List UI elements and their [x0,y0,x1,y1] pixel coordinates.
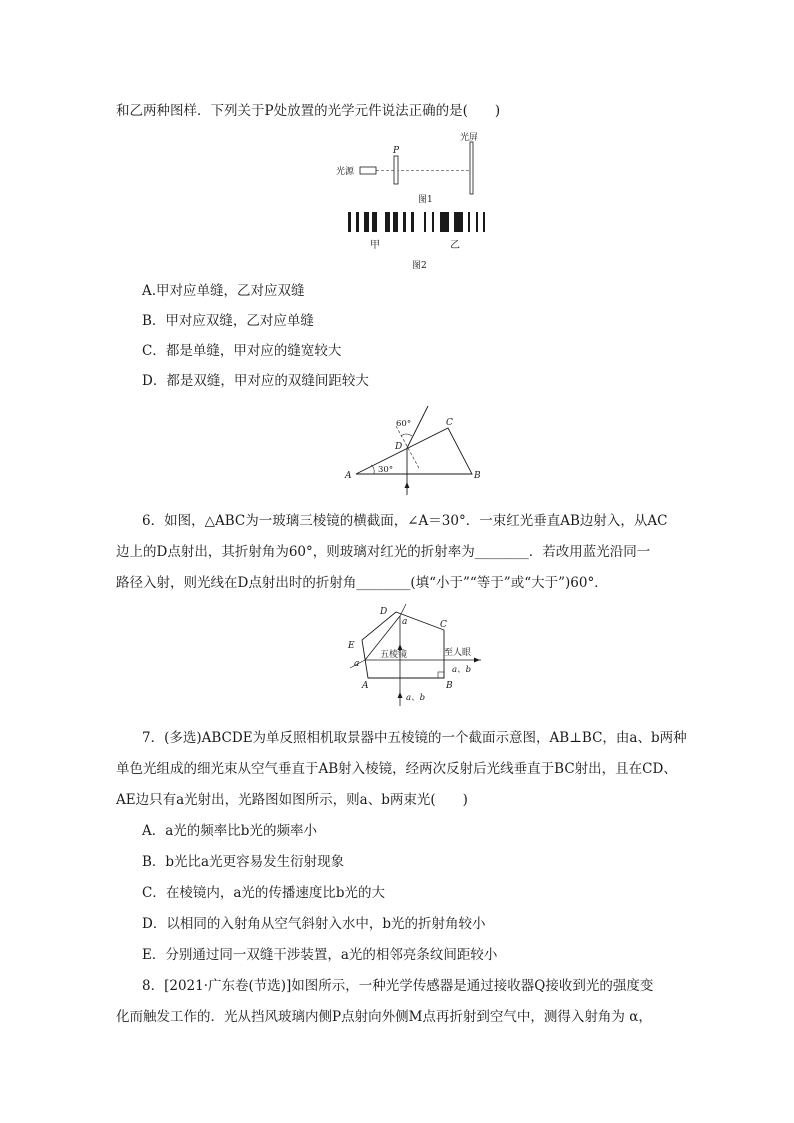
light-source-box [360,167,376,174]
fig2-right-label: 乙 [450,240,460,251]
fig4-entry-label: a、b [406,693,426,703]
entry-arrow-icon [398,692,403,698]
q8-line-1: 8．[2021·广东卷(节选)]如图所示，一种光学传感器是通过接收器Q接收到光的强度变 [142,978,654,994]
fig4-label-B: B [446,681,453,691]
exit-arrow-icon [474,658,480,663]
fig4-label-a-side: a [354,659,360,669]
fig2-caption: 图2 [412,261,427,271]
incident-arrow-icon [405,482,410,488]
figure-4-pentaprism [336,602,506,710]
q7-option-d: D．以相同的入射角从空气斜射入水中，b光的折射角较小 [142,916,486,932]
q5-option-c: C．都是单缝，甲对应的缝宽较大 [142,343,342,359]
figure-2-patterns [340,208,500,274]
q6-line-2: 边上的D点射出，其折射角为60°，则玻璃对红光的折射率为________．若改用蓝光沿同一 [116,544,651,560]
q6-line-1: 6．如图，△ABC为一玻璃三棱镜的横截面，∠A＝30°．一束红光垂直AB边射入，从AC [142,513,668,529]
fig1-caption: 图1 [418,195,433,205]
q5-option-b: B．甲对应双缝，乙对应单缝 [142,313,314,329]
fig4-label-A: A [362,681,369,691]
fig4-label-a-ray: a [402,617,408,627]
fig3-angle-top: 60° [396,419,412,429]
fig3-label-c: C [446,418,453,428]
figure-3-triangle-prism [340,402,490,498]
angle-60-arc [401,434,412,436]
figure-1-setup [330,128,490,208]
q7-option-a: A．a光的频率比b光的频率小 [142,823,317,839]
intro-line: 和乙两种图样．下列关于P处放置的光学元件说法正确的是( ) [116,103,501,119]
pattern-jia [348,212,414,232]
fig4-label-d: D [380,607,388,617]
q5-option-d: D．都是双缝，甲对应的双缝间距较大 [142,373,369,389]
q6-line-3: 路径入射，则光线在D点射出时的折射角________(填“小于”“等于”或“大于”)60°． [116,575,608,591]
p-element [394,156,398,184]
right-angle-mark [438,672,444,678]
fig1-source-label: 光源 [336,167,355,177]
q7-option-b: B．b光比a光更容易发生衍射现象 [142,854,345,870]
fig3-label-d: D [395,442,403,452]
q8-line-2: 化而触发工作的．光从挡风玻璃内侧P点射向外侧M点再折射到空气中，测得入射角为 α， [116,1009,652,1025]
q7-line-1: 7．(多选)ABCDE为单反照相机取景器中五棱镜的一个截面示意图，AB⊥BC，由a、b两种 [142,730,687,746]
fig3-angle-bottom: 30° [378,465,394,475]
fig3-label-b: B [474,471,481,481]
fig3-label-a: A [345,471,352,481]
fig1-p-label: P [393,146,400,156]
q7-option-e: E．分别通过同一双缝干涉装置，a光的相邻亮条纹间距较小 [142,947,498,963]
light-screen [470,142,473,194]
fig1-screen-label: 光屏 [460,133,479,143]
fig4-label-e: E [348,641,355,651]
pattern-yi [424,212,485,232]
fig4-eye-label: 至人眼 [444,648,472,658]
fig4-prism-label: 五棱镜 [380,650,408,660]
q7-option-c: C．在棱镜内，a光的传播速度比b光的大 [142,885,386,901]
q7-line-3: AE边只有a光射出，光路图如图所示，则a、b两束光( ) [116,792,468,808]
q5-option-a: A.甲对应单缝，乙对应双缝 [142,283,305,299]
q7-line-2: 单色光组成的细光束从空气垂直于AB射入棱镜，经两次反射后光线垂直于BC射出，且在CD、 [116,761,677,777]
fig4-exit-label: a、b [452,665,472,675]
fig2-left-label: 甲 [370,240,380,251]
fig4-label-c: C [440,620,447,630]
